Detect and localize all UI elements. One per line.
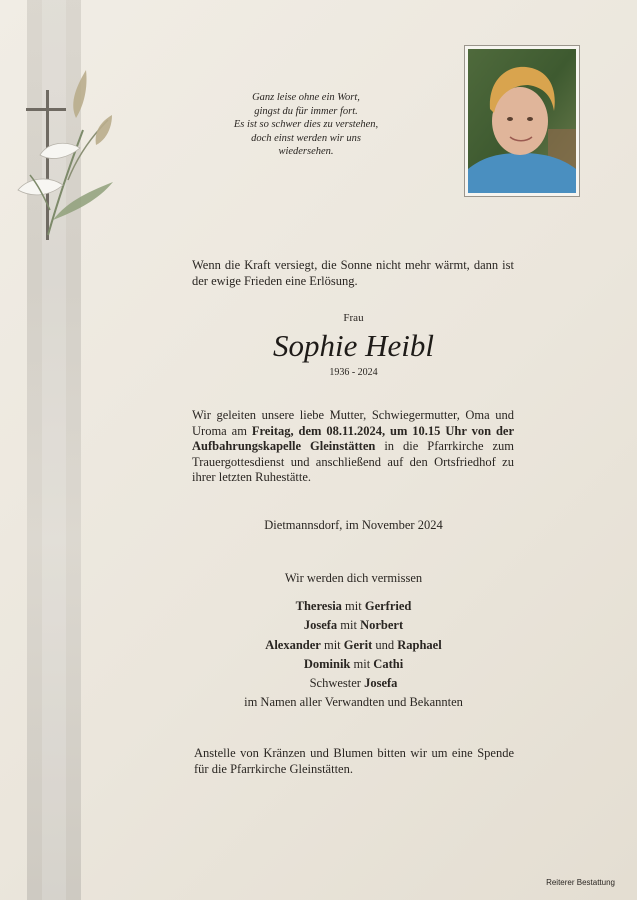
mourner-name: Norbert — [360, 618, 404, 633]
mourner-name: Raphael — [397, 637, 442, 652]
mourner-name: Josefa — [303, 618, 338, 633]
cross-lily-ornament-icon — [8, 60, 123, 260]
deceased-name: Sophie Heibl — [273, 328, 434, 363]
mourner-name: Gerfried — [364, 599, 412, 613]
mourner-line — [70, 597, 637, 616]
announcement-text: in die Pfarrkirche zum Trauergottesdienst und anschließend auf den Ortsfriedhof zu ihrer letzten Ruhestätte. — [192, 439, 514, 484]
poem-line: gingst du für immer fort. — [254, 105, 358, 117]
opening-verse: Wenn die Kraft versiegt, die Sonne nicht mehr wärmt, dann ist der ewige Frieden eine Erlösung. — [192, 258, 514, 288]
poem-line: wiedersehen. — [278, 146, 334, 157]
mourner-name: Theresia — [295, 599, 342, 613]
poem-line: doch einst werden wir uns — [251, 132, 361, 144]
mourner-name: Josefa — [364, 676, 398, 691]
life-dates: 1936 - 2024 — [329, 367, 378, 378]
mourner-connector: mit — [350, 656, 374, 671]
mourner-connector: und — [372, 637, 398, 652]
mourner-name: Alexander — [265, 637, 321, 652]
funeral-announcement — [192, 408, 514, 486]
mourner-line — [70, 674, 637, 693]
portrait-photo — [468, 49, 576, 193]
poem — [206, 91, 406, 159]
mourner-name: Gerit — [343, 637, 373, 652]
mourner-line — [70, 655, 637, 674]
poem-line: Es ist so schwer dies zu verstehen, — [233, 119, 379, 130]
announcement-date-location: Freitag, dem 08.11.2024, um 10.15 Uhr von der Aufbahrungskapelle Gleinstätten — [192, 423, 515, 453]
announcement-text: Wir geleiten unsere liebe Mutter, Schwiegermutter, Oma und Uroma am — [192, 408, 514, 438]
mourner-line — [70, 636, 637, 655]
poem-line: Ganz leise ohne ein Wort, — [252, 92, 360, 103]
mourner-connector: Schwester — [309, 676, 365, 691]
we-miss-line: Wir werden dich vermissen — [284, 571, 423, 585]
mourner-line: im Namen aller Verwandten und Bekannten — [244, 695, 463, 710]
mourner-name: Cathi — [373, 656, 404, 671]
place-date: Dietmannsdorf, im November 2024 — [264, 518, 443, 532]
salutation: Frau — [343, 312, 364, 324]
mourner-line — [70, 616, 637, 635]
mourners-list — [0, 597, 637, 713]
portrait-frame — [464, 45, 580, 197]
undertaker-name: Reiterer Bestattung — [546, 878, 615, 887]
mourner-connector: mit — [341, 599, 365, 613]
donation-request: Anstelle von Kränzen und Blumen bitten wir um eine Spende für die Pfarrkirche Gleinstätten. — [194, 746, 514, 776]
mourner-name: Dominik — [303, 656, 351, 671]
mourner-connector: mit — [337, 618, 361, 633]
mourner-connector: mit — [320, 637, 344, 652]
